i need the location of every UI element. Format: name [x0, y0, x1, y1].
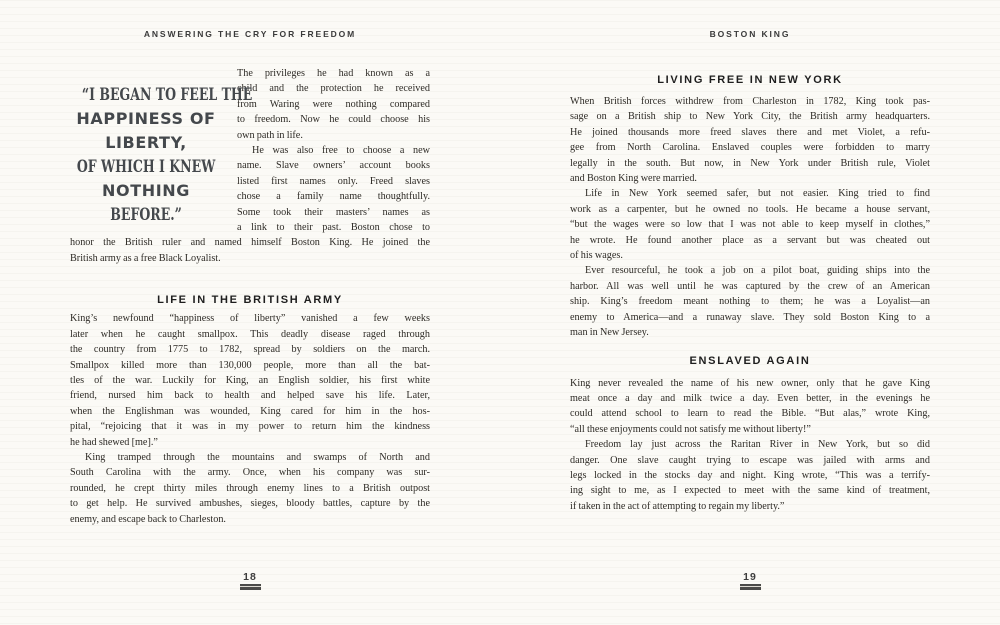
- intro-full-width: [70, 235, 430, 266]
- text-line: tles of the war. Luckily for King, an English soldier, his first white: [70, 374, 430, 386]
- text-line: meat once a day and milk twice a day. Even better, in the evenings he: [570, 392, 930, 404]
- section-heading-enslaved-again: ENSLAVED AGAIN: [689, 354, 811, 367]
- section-body-british-army: [70, 311, 430, 527]
- paragraph: [70, 450, 430, 527]
- text-line: Smallpox killed more than 130,000 people, more than all the bat-: [70, 359, 430, 371]
- running-head-right: BOSTON KING: [709, 29, 791, 39]
- text-line: honor the British ruler and named himself Boston King. He joined the: [70, 237, 430, 249]
- right-page-content: [500, 74, 1000, 514]
- right-page: [500, 0, 1000, 625]
- section-body-living-free: [570, 94, 930, 341]
- text-line: rounded, he crept thirty miles through enemy lines to a British outpost: [70, 482, 430, 494]
- intro-section: [55, 66, 430, 235]
- text-line: child and the protection he received: [237, 83, 430, 95]
- text-line: ing sight to me, as I expected to meet with the same kind of treatment,: [570, 485, 930, 497]
- text-line: enemy, and escape back to Charleston.: [70, 513, 226, 525]
- text-line: work as a carpenter, but he owned no tools. He became a house servant,: [570, 203, 930, 215]
- text-line: pital, “rejoicing that it was in my power to return him the kindness: [70, 421, 430, 433]
- section-body-enslaved-again: [570, 376, 930, 515]
- text-line: Ever resourceful, he took a job on a pilot boat, guiding ships into the: [585, 265, 930, 277]
- text-line: When British forces withdrew from Charleston in 1782, King took pas-: [570, 96, 930, 107]
- text-line: harbor. All was well until he was captured by the crew of an American: [570, 280, 930, 292]
- pull-quote-line: OF WHICH I KNEW: [76, 157, 216, 176]
- text-line: listed first names only. Freed slaves: [237, 175, 430, 187]
- pull-quote: [55, 66, 253, 235]
- text-line: He joined thousands more freed slaves there and met Violet, a refu-: [570, 126, 930, 138]
- section-heading-living-free: LIVING FREE IN NEW YORK: [657, 74, 843, 86]
- running-head-left: ANSWERING THE CRY FOR FREEDOM: [143, 29, 357, 39]
- text-line: own path in life.: [237, 129, 303, 141]
- text-line: “all these enjoyments could not satisfy me without liberty!”: [570, 423, 811, 435]
- text-line: to get help. He survived ambushes, sieges, bloody battles, capture by the: [70, 498, 430, 510]
- pull-quote-line: “I BEGAN TO FEEL THE: [81, 85, 253, 104]
- text-line: Some took their masters’ names as: [237, 206, 430, 218]
- pull-quote-line: LIBERTY,: [105, 133, 187, 152]
- text-line: “but the wages were so low that I was not able to keep myself in clothes,”: [570, 219, 930, 231]
- folio-rule-ornament: [740, 584, 761, 590]
- pull-quote-line: BEFORE.”: [110, 205, 182, 224]
- text-line: South Carolina with the army. Once, when his company was sur-: [70, 467, 430, 479]
- text-line: The privileges he had known as a: [237, 68, 430, 79]
- text-line: King tramped through the mountains and swamps of North and: [85, 451, 430, 463]
- text-line: British army as a free Black Loyalist.: [70, 252, 221, 264]
- text-line: legs locked in the stocks day and night. King wrote, “This was a terrify-: [570, 469, 930, 481]
- text-line: he had shewed [me].”: [70, 436, 158, 448]
- text-line: man in New Jersey.: [570, 327, 649, 339]
- folio-left: [0, 571, 500, 590]
- text-line: of his wages.: [570, 250, 623, 262]
- text-line: gee from North Carolina. Enslaved couples were forbidden to marry: [570, 142, 930, 154]
- text-line: when the Englishman was wounded, King cared for him in the hos-: [70, 405, 430, 417]
- folio-rule-ornament: [240, 584, 261, 590]
- paragraph: [237, 143, 430, 235]
- paragraph: [70, 311, 430, 450]
- text-line: if taken in the act of attempting to regain my liberty.”: [570, 500, 785, 512]
- text-line: from Waring were nothing compared: [237, 98, 430, 110]
- paragraph: [70, 235, 430, 266]
- text-line: King never revealed the name of his new owner, only that he gave King: [570, 377, 930, 389]
- intro-column: [237, 66, 430, 235]
- paragraph: [570, 94, 930, 186]
- paragraph: [237, 66, 430, 143]
- paragraph: [570, 437, 930, 514]
- text-line: Freedom lay just across the Raritan River in New York, but so did: [585, 439, 930, 451]
- text-line: a link to their past. Boston chose to: [237, 222, 430, 234]
- text-line: Life in New York seemed safer, but not easier. King tried to find: [585, 188, 930, 200]
- text-line: later when he caught smallpox. This deadly disease raged through: [70, 328, 430, 340]
- text-line: name. Slave owners’ account books: [237, 160, 430, 172]
- left-page-content: [0, 66, 500, 527]
- page-number: 18: [243, 571, 257, 583]
- text-line: enemy to America—and a runaway slave. They sold Boston King to a: [570, 311, 930, 323]
- section-heading-british-army: LIFE IN THE BRITISH ARMY: [157, 294, 343, 307]
- text-line: danger. One slave caught trying to escape was jailed with arms and: [570, 454, 930, 466]
- text-line: legally in the south. But now, in New York under British rule, Violet: [570, 157, 930, 169]
- text-line: King’s newfound “happiness of liberty” vanished a few weeks: [70, 313, 430, 325]
- text-line: and Boston King were married.: [570, 173, 697, 185]
- paragraph: [570, 263, 930, 340]
- text-line: the country from 1775 to 1782, spread by soldiers on the march.: [70, 344, 430, 356]
- text-line: sage on a British ship to New York City, the British army headquarters.: [570, 111, 930, 123]
- text-line: to freedom. Now he could choose his: [237, 114, 430, 126]
- pull-quote-line: NOTHING: [102, 181, 190, 200]
- paragraph: [570, 186, 930, 263]
- folio-right: [500, 571, 1000, 590]
- text-line: ship. King’s freedom meant nothing to them; he was a Loyalist—an: [570, 296, 930, 308]
- paragraph: [570, 376, 930, 438]
- text-line: He was also free to choose a new: [252, 145, 430, 157]
- text-line: he wrote. He found another place as a servant but was cheated out: [570, 234, 930, 246]
- pull-quote-line: HAPPINESS OF: [76, 109, 216, 128]
- text-line: could attend school to learn to read the Bible. “But alas,” wrote King,: [570, 408, 930, 420]
- page-number: 19: [743, 571, 757, 583]
- text-line: chose a family name thoughtfully.: [237, 191, 430, 203]
- text-line: friend, nursed him back to health and helped save his life. Later,: [70, 390, 430, 402]
